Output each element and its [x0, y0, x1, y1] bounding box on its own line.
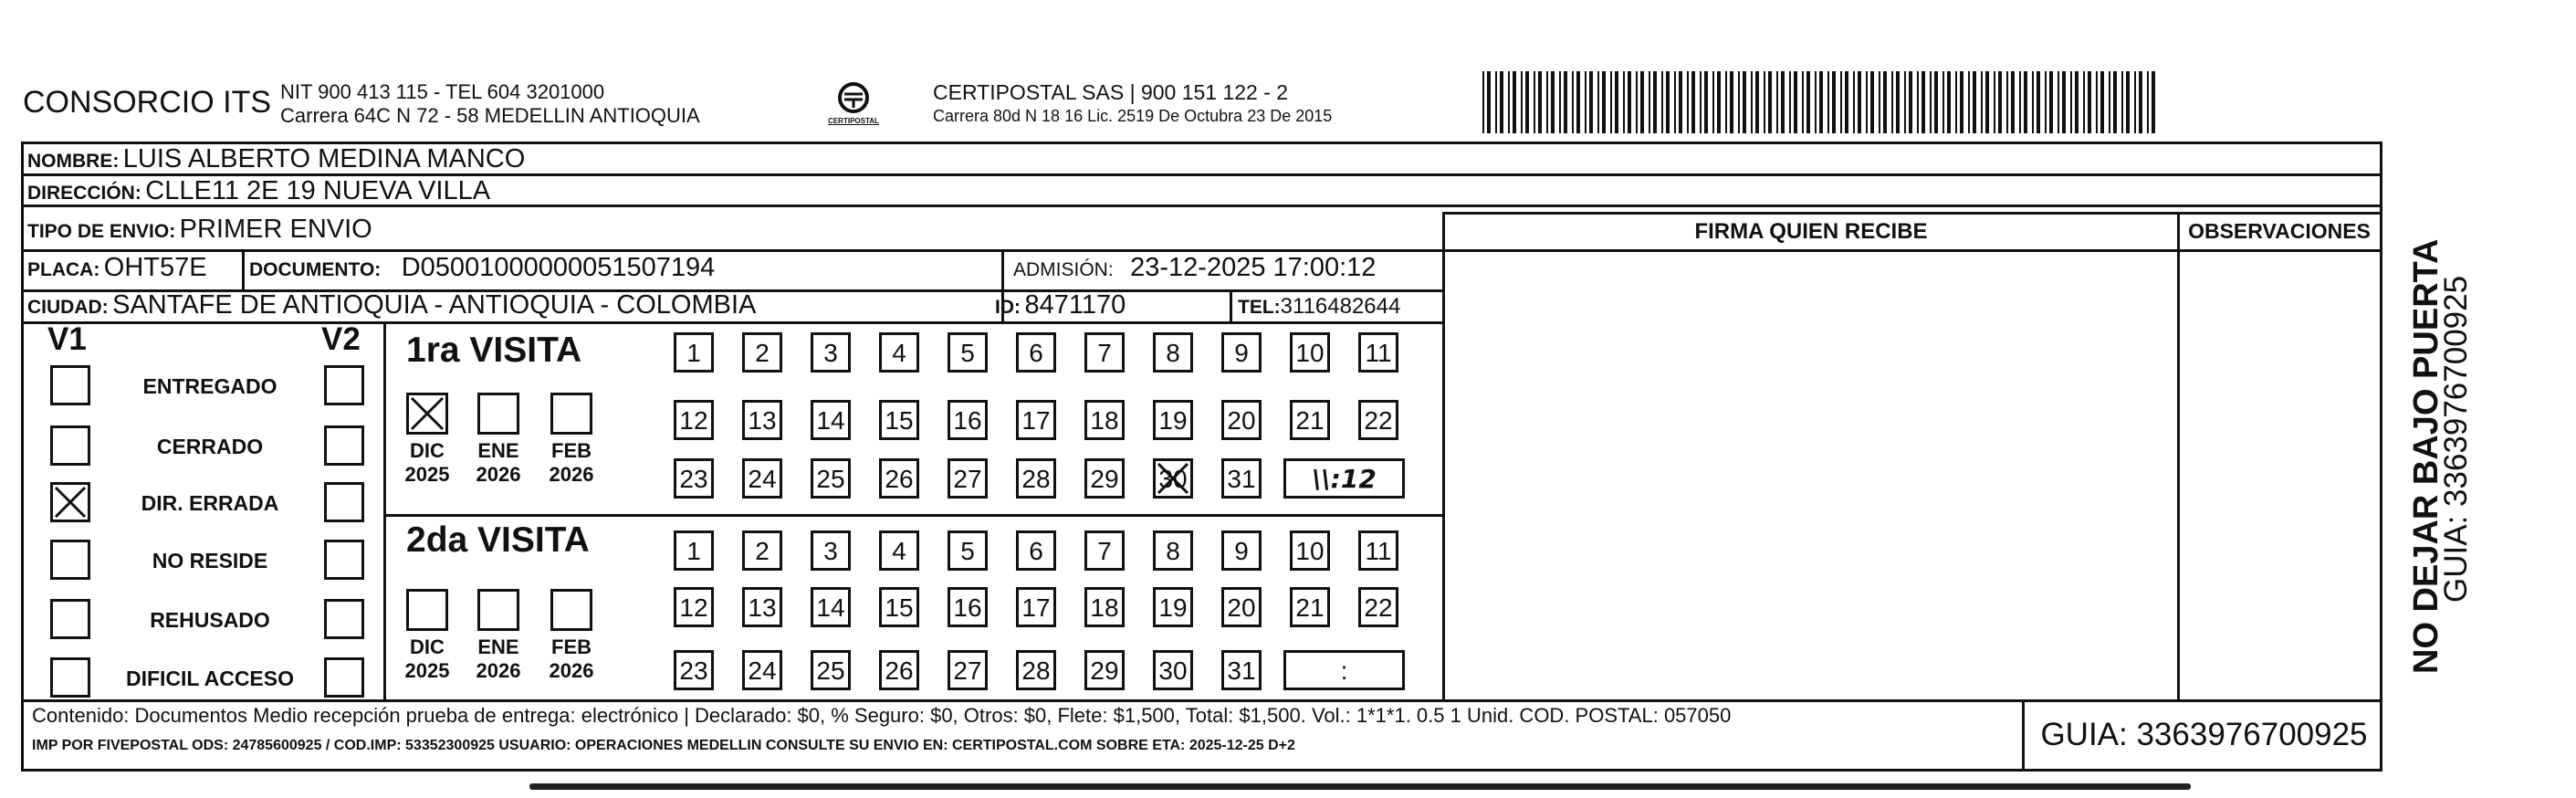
barcode-bar: [1955, 71, 1957, 133]
day-box[interactable]: 9: [1221, 530, 1262, 571]
tel-value: 3116482644: [1280, 294, 1401, 319]
day-box[interactable]: 29: [1084, 458, 1125, 499]
barcode-bar: [1589, 71, 1593, 133]
day-box[interactable]: 17: [1016, 587, 1056, 627]
barcode-bar: [1832, 71, 1836, 133]
v1-checkbox[interactable]: [50, 425, 90, 466]
rule: [1442, 212, 2382, 215]
year-label: 2026: [476, 463, 521, 486]
tel-label: TEL:: [1238, 297, 1281, 318]
barcode-bar: [1653, 71, 1657, 133]
observaciones-header: OBSERVACIONES: [2188, 219, 2371, 243]
day-box[interactable]: 2: [742, 332, 782, 373]
barcode-bar: [1534, 71, 1535, 133]
barcode-bar: [1806, 71, 1810, 133]
barcode-bar: [2096, 71, 2098, 133]
barcode-bar: [2100, 71, 2104, 133]
day-box[interactable]: 15: [879, 400, 919, 440]
barcode-bar: [1730, 71, 1733, 133]
day-box[interactable]: 8: [1153, 530, 1193, 571]
day-box[interactable]: 24: [742, 458, 782, 499]
year-label: 2026: [476, 659, 521, 682]
barcode-bar: [2049, 71, 2053, 133]
barcode-bar: [1513, 71, 1516, 133]
day-box[interactable]: 28: [1016, 458, 1056, 499]
day-box[interactable]: 26: [879, 650, 919, 690]
v2-checkbox[interactable]: [324, 365, 364, 405]
month-checkbox[interactable]: [477, 393, 519, 435]
day-box[interactable]: 27: [948, 458, 988, 499]
barcode-bar: [2024, 71, 2027, 133]
logo-text: CERTIPOSTAL: [828, 117, 879, 125]
barcode-bar: [1661, 71, 1663, 133]
day-box[interactable]: 4: [879, 332, 919, 373]
barcode-bar: [1572, 71, 1574, 133]
barcode-bar: [2037, 71, 2040, 133]
barcode-bar: [1942, 71, 1944, 133]
direccion-value: CLLE11 2E 19 NUEVA VILLA: [145, 176, 491, 205]
barcode-bar: [1640, 71, 1644, 133]
v1-checkbox[interactable]: [50, 482, 90, 522]
day-box[interactable]: 10: [1290, 530, 1330, 571]
barcode-bar: [1981, 71, 1983, 133]
barcode-bar: [1870, 71, 1874, 133]
barcode-bar: [1934, 71, 1938, 133]
v2-checkbox[interactable]: [324, 482, 364, 522]
footer-imp: IMP POR FIVEPOSTAL ODS: 24785600925 / COD.IMP: 53352300925 USUARIO: OPERACIONES MEDELLIN CONSULTE SU ENVIO EN: CERTIPOSTAL.COM SOBRE ETA: 2025-12-25 D+2: [32, 738, 1295, 753]
company-name: CONSORCIO ITS: [23, 85, 272, 120]
footer-guia: GUIA: 3363976700925: [2040, 717, 2368, 752]
day-box[interactable]: 16: [948, 587, 988, 627]
barcode-bar: [1896, 71, 1900, 133]
day-box[interactable]: 19: [1153, 400, 1193, 440]
day-box[interactable]: 24: [742, 650, 782, 690]
barcode-bar: [1973, 71, 1976, 133]
day-box[interactable]: 21: [1290, 587, 1330, 627]
day-box[interactable]: 7: [1084, 530, 1125, 571]
barcode-bar: [1674, 71, 1676, 133]
barcode-bar: [1636, 71, 1638, 133]
barcode-bar: [1687, 71, 1689, 133]
barcode-bar: [1700, 71, 1702, 133]
barcode-bar: [1500, 71, 1503, 133]
v1-checkbox[interactable]: [50, 599, 90, 639]
certipostal-logo: [812, 80, 895, 131]
day-box[interactable]: 30: [1153, 650, 1193, 690]
v2-checkbox[interactable]: [324, 425, 364, 466]
status-label: ENTREGADO: [142, 374, 277, 398]
month-label: FEB: [551, 439, 592, 462]
barcode-bar: [1840, 71, 1842, 133]
barcode-bar: [1691, 71, 1695, 133]
month-label: ENE: [477, 635, 519, 658]
barcode-bar: [1768, 71, 1772, 133]
v2-checkbox[interactable]: [324, 540, 364, 580]
v2-checkbox[interactable]: [324, 657, 364, 698]
barcode-bar: [2139, 71, 2142, 133]
admision-label: ADMISIÓN:: [1013, 259, 1114, 280]
year-label: 2025: [404, 463, 450, 486]
status-label: REHUSADO: [150, 608, 270, 632]
rule: [383, 514, 1442, 517]
barcode-bar: [1776, 71, 1778, 133]
day-box[interactable]: 26: [879, 458, 919, 499]
barcode-bar: [1930, 71, 1932, 133]
documento-label: DOCUMENTO:: [249, 259, 382, 280]
side-warning: NO DEJAR BAJO PUERTA: [2407, 238, 2445, 674]
barcode-bar: [1909, 71, 1912, 133]
barcode-bar: [1717, 71, 1721, 133]
barcode-bar: [2088, 71, 2091, 133]
barcode-bar: [1521, 71, 1523, 133]
rule: [242, 249, 245, 290]
day-box[interactable]: 14: [811, 587, 851, 627]
barcode-bar: [1482, 71, 1484, 133]
day-box[interactable]: 7: [1084, 332, 1125, 373]
year-label: 2025: [404, 659, 450, 682]
time-box[interactable]: :: [1283, 650, 1405, 690]
barcode-bar: [1845, 71, 1848, 133]
day-box[interactable]: 2: [742, 530, 782, 571]
id-field: [995, 290, 1126, 320]
barcode-bar: [1602, 71, 1606, 133]
x-mark-icon: [409, 395, 445, 432]
barcode-bar: [2019, 71, 2021, 133]
barcode-bar: [1781, 71, 1785, 133]
day-box[interactable]: 13: [742, 400, 782, 440]
barcode-bar: [1789, 71, 1791, 133]
ciudad-label: CIUDAD:: [27, 297, 109, 318]
day-box[interactable]: 28: [1016, 650, 1056, 690]
barcode-bar: [1559, 71, 1561, 133]
nombre-field: [27, 144, 525, 174]
tipo-envio-label: TIPO DE ENVIO:: [27, 221, 176, 242]
day-box[interactable]: 13: [742, 587, 782, 627]
barcode-bar: [1679, 71, 1682, 133]
company-info-line1: NIT 900 413 115 - TEL 604 3201000: [280, 80, 605, 103]
month-checkbox[interactable]: [550, 589, 592, 631]
direccion-field: [27, 176, 490, 206]
status-label: DIR. ERRADA: [141, 491, 279, 515]
barcode-bar: [2032, 71, 2034, 133]
barcode-bar: [1487, 71, 1491, 133]
barcode-bar: [1597, 71, 1599, 133]
barcode: [1481, 71, 2156, 133]
barcode-bar: [1998, 71, 2002, 133]
placa-label: PLACA:: [27, 259, 100, 280]
v2-checkbox[interactable]: [324, 599, 364, 639]
barcode-bar: [1610, 71, 1612, 133]
day-box[interactable]: 22: [1358, 587, 1398, 627]
time-box[interactable]: \\:12: [1283, 458, 1405, 499]
barcode-bar: [1968, 71, 1970, 133]
month-label: DIC: [410, 439, 445, 462]
v1-checkbox[interactable]: [50, 657, 90, 698]
day-box[interactable]: 8: [1153, 332, 1193, 373]
barcode-bar: [1802, 71, 1804, 133]
day-box[interactable]: 25: [811, 650, 851, 690]
barcode-bar: [2011, 71, 2015, 133]
barcode-bar: [2126, 71, 2130, 133]
month-checkbox[interactable]: [406, 589, 448, 631]
barcode-bar: [1576, 71, 1580, 133]
tipo-envio-value: PRIMER ENVIO: [179, 215, 372, 244]
barcode-bar: [1858, 71, 1861, 133]
barcode-bar: [1819, 71, 1823, 133]
month-label: FEB: [551, 635, 592, 658]
barcode-bar: [1904, 71, 1906, 133]
id-label: ID:: [995, 297, 1021, 318]
barcode-bar: [1985, 71, 1989, 133]
rule: [21, 142, 24, 770]
day-box[interactable]: 23: [674, 650, 714, 690]
barcode-bar: [1922, 71, 1925, 133]
barcode-bar: [1853, 71, 1855, 133]
day-box[interactable]: 18: [1084, 587, 1125, 627]
barcode-bar: [2121, 71, 2123, 133]
barcode-bar: [2070, 71, 2072, 133]
carrier-address: Carrera 80d N 18 16 Lic. 2519 De Octubra 23 De 2015: [933, 107, 1333, 125]
barcode-bar: [1628, 71, 1631, 133]
barcode-bar: [1538, 71, 1542, 133]
barcode-bar: [1525, 71, 1529, 133]
x-mark-icon: [1156, 461, 1190, 496]
day-box[interactable]: 20: [1221, 587, 1262, 627]
barcode-bar: [2109, 71, 2110, 133]
day-box[interactable]: 12: [674, 400, 714, 440]
tipo-envio-field: [27, 215, 372, 245]
rule: [21, 249, 1442, 252]
barcode-bar: [1623, 71, 1625, 133]
scan-smear: [529, 783, 2191, 790]
barcode-bar: [2062, 71, 2066, 133]
documento-value: D05001000000051507194: [401, 253, 716, 282]
ciudad-field: [27, 290, 756, 320]
footer-contenido: Contenido: Documentos Medio recepción prueba de entrega: electrónico | Declarado: $0, % Seguro: $0, Otros: $0, Flete: $1,500, Total: $1,500. Vol.: 1*1*1. 0.5 1 Unid. COD. POSTAL: 057050: [32, 704, 1732, 727]
day-box[interactable]: 18: [1084, 400, 1125, 440]
day-box[interactable]: 21: [1290, 400, 1330, 440]
firma-header: FIRMA QUIEN RECIBE: [1694, 219, 1928, 244]
barcode-bar: [1883, 71, 1887, 133]
tel-field: [1238, 294, 1400, 320]
placa-value: OHT57E: [103, 253, 207, 282]
side-guia: GUIA: 3363976700925: [2438, 275, 2474, 603]
firma-area[interactable]: [1445, 252, 2177, 699]
placa-field: [27, 253, 207, 283]
barcode-bar: [2147, 71, 2149, 133]
day-box[interactable]: 1: [674, 332, 714, 373]
barcode-bar: [1891, 71, 1893, 133]
barcode-bar: [2152, 71, 2155, 133]
barcode-bar: [1712, 71, 1714, 133]
barcode-bar: [1738, 71, 1740, 133]
v1-checkbox[interactable]: [50, 365, 90, 405]
rule: [383, 321, 386, 700]
day-box[interactable]: 29: [1084, 650, 1125, 690]
v2-header: V2: [321, 321, 361, 357]
day-box[interactable]: 31: [1221, 458, 1262, 499]
nombre-value: LUIS ALBERTO MEDINA MANCO: [122, 144, 526, 173]
barcode-bar: [2006, 71, 2008, 133]
day-box[interactable]: 3: [811, 332, 851, 373]
rule: [2022, 699, 2025, 770]
barcode-bar: [1725, 71, 1727, 133]
day-box[interactable]: 10: [1290, 332, 1330, 373]
barcode-bar: [1764, 71, 1765, 133]
day-box[interactable]: 12: [674, 587, 714, 627]
nombre-label: NOMBRE:: [27, 151, 120, 172]
day-box[interactable]: 5: [948, 332, 988, 373]
year-label: 2026: [549, 659, 594, 682]
barcode-bar: [1751, 71, 1753, 133]
barcode-bar: [2134, 71, 2136, 133]
ciudad-value: SANTAFE DE ANTIOQUIA - ANTIOQUIA - COLOMBIA: [112, 290, 757, 320]
barcode-bar: [1508, 71, 1510, 133]
carrier-name: CERTIPOSTAL SAS | 900 151 122 - 2: [933, 80, 1289, 104]
rule: [1230, 289, 1232, 322]
year-label: 2026: [549, 463, 594, 486]
barcode-bar: [2045, 71, 2047, 133]
day-box[interactable]: 31: [1221, 650, 1262, 690]
day-box[interactable]: 6: [1016, 530, 1056, 571]
v1-checkbox[interactable]: [50, 540, 90, 580]
barcode-bar: [1960, 71, 1963, 133]
barcode-bar: [1815, 71, 1817, 133]
admision-field: [1013, 253, 1376, 283]
day-box[interactable]: 3: [811, 530, 851, 571]
status-label: CERRADO: [156, 435, 264, 458]
v1-header: V1: [47, 321, 87, 357]
day-box[interactable]: 11: [1358, 530, 1398, 571]
barcode-bar: [1649, 71, 1650, 133]
barcode-bar: [1585, 71, 1586, 133]
day-box[interactable]: 20: [1221, 400, 1262, 440]
month-label: DIC: [410, 635, 445, 658]
observaciones-area[interactable]: [2180, 252, 2379, 699]
day-box[interactable]: 6: [1016, 332, 1056, 373]
day-box[interactable]: 17: [1016, 400, 1056, 440]
barcode-bar: [2058, 71, 2059, 133]
barcode-graphic: [1481, 71, 2156, 133]
barcode-bar: [1827, 71, 1829, 133]
barcode-bar: [2075, 71, 2079, 133]
barcode-bar: [1866, 71, 1868, 133]
day-box[interactable]: 15: [879, 587, 919, 627]
barcode-bar: [1755, 71, 1759, 133]
day-box[interactable]: 23: [674, 458, 714, 499]
barcode-bar: [1917, 71, 1919, 133]
barcode-bar: [1551, 71, 1555, 133]
day-box[interactable]: 9: [1221, 332, 1262, 373]
barcode-bar: [1615, 71, 1618, 133]
day-box[interactable]: 11: [1358, 332, 1398, 373]
visit2-title: 2da VISITA: [406, 520, 590, 560]
barcode-bar: [1704, 71, 1708, 133]
rule: [2380, 142, 2382, 770]
status-label: NO RESIDE: [152, 549, 268, 572]
barcode-bar: [1743, 71, 1746, 133]
x-mark-icon: [53, 485, 88, 520]
rule: [21, 769, 2382, 772]
day-box[interactable]: 30: [1153, 458, 1193, 499]
month-checkbox[interactable]: [550, 393, 592, 435]
month-checkbox[interactable]: [406, 393, 448, 435]
day-box[interactable]: 27: [948, 650, 988, 690]
day-box[interactable]: 16: [948, 400, 988, 440]
id-value: 8471170: [1024, 290, 1126, 320]
barcode-bar: [2113, 71, 2117, 133]
barcode-bar: [1564, 71, 1567, 133]
direccion-label: DIRECCIÓN:: [27, 183, 141, 204]
barcode-bar: [1666, 71, 1670, 133]
day-box[interactable]: 22: [1358, 400, 1398, 440]
visit1-title: 1ra VISITA: [406, 331, 582, 370]
day-box[interactable]: 4: [879, 530, 919, 571]
barcode-bar: [1495, 71, 1497, 133]
status-label: DIFICIL ACCESO: [125, 667, 294, 690]
month-label: ENE: [477, 439, 519, 462]
documento-field: [249, 253, 715, 283]
admision-value: 23-12-2025 17:00:12: [1130, 253, 1377, 282]
barcode-bar: [1546, 71, 1548, 133]
barcode-bar: [1947, 71, 1951, 133]
barcode-bar: [1794, 71, 1797, 133]
rule: [21, 699, 2382, 702]
barcode-bar: [1879, 71, 1880, 133]
barcode-bar: [2083, 71, 2085, 133]
day-box[interactable]: 5: [948, 530, 988, 571]
month-checkbox[interactable]: [477, 589, 519, 631]
company-info-line2: Carrera 64C N 72 - 58 MEDELLIN ANTIOQUIA: [280, 104, 700, 127]
day-box[interactable]: 14: [811, 400, 851, 440]
day-box[interactable]: 1: [674, 530, 714, 571]
day-box[interactable]: 19: [1153, 587, 1193, 627]
barcode-bar: [1994, 71, 1995, 133]
day-box[interactable]: 25: [811, 458, 851, 499]
